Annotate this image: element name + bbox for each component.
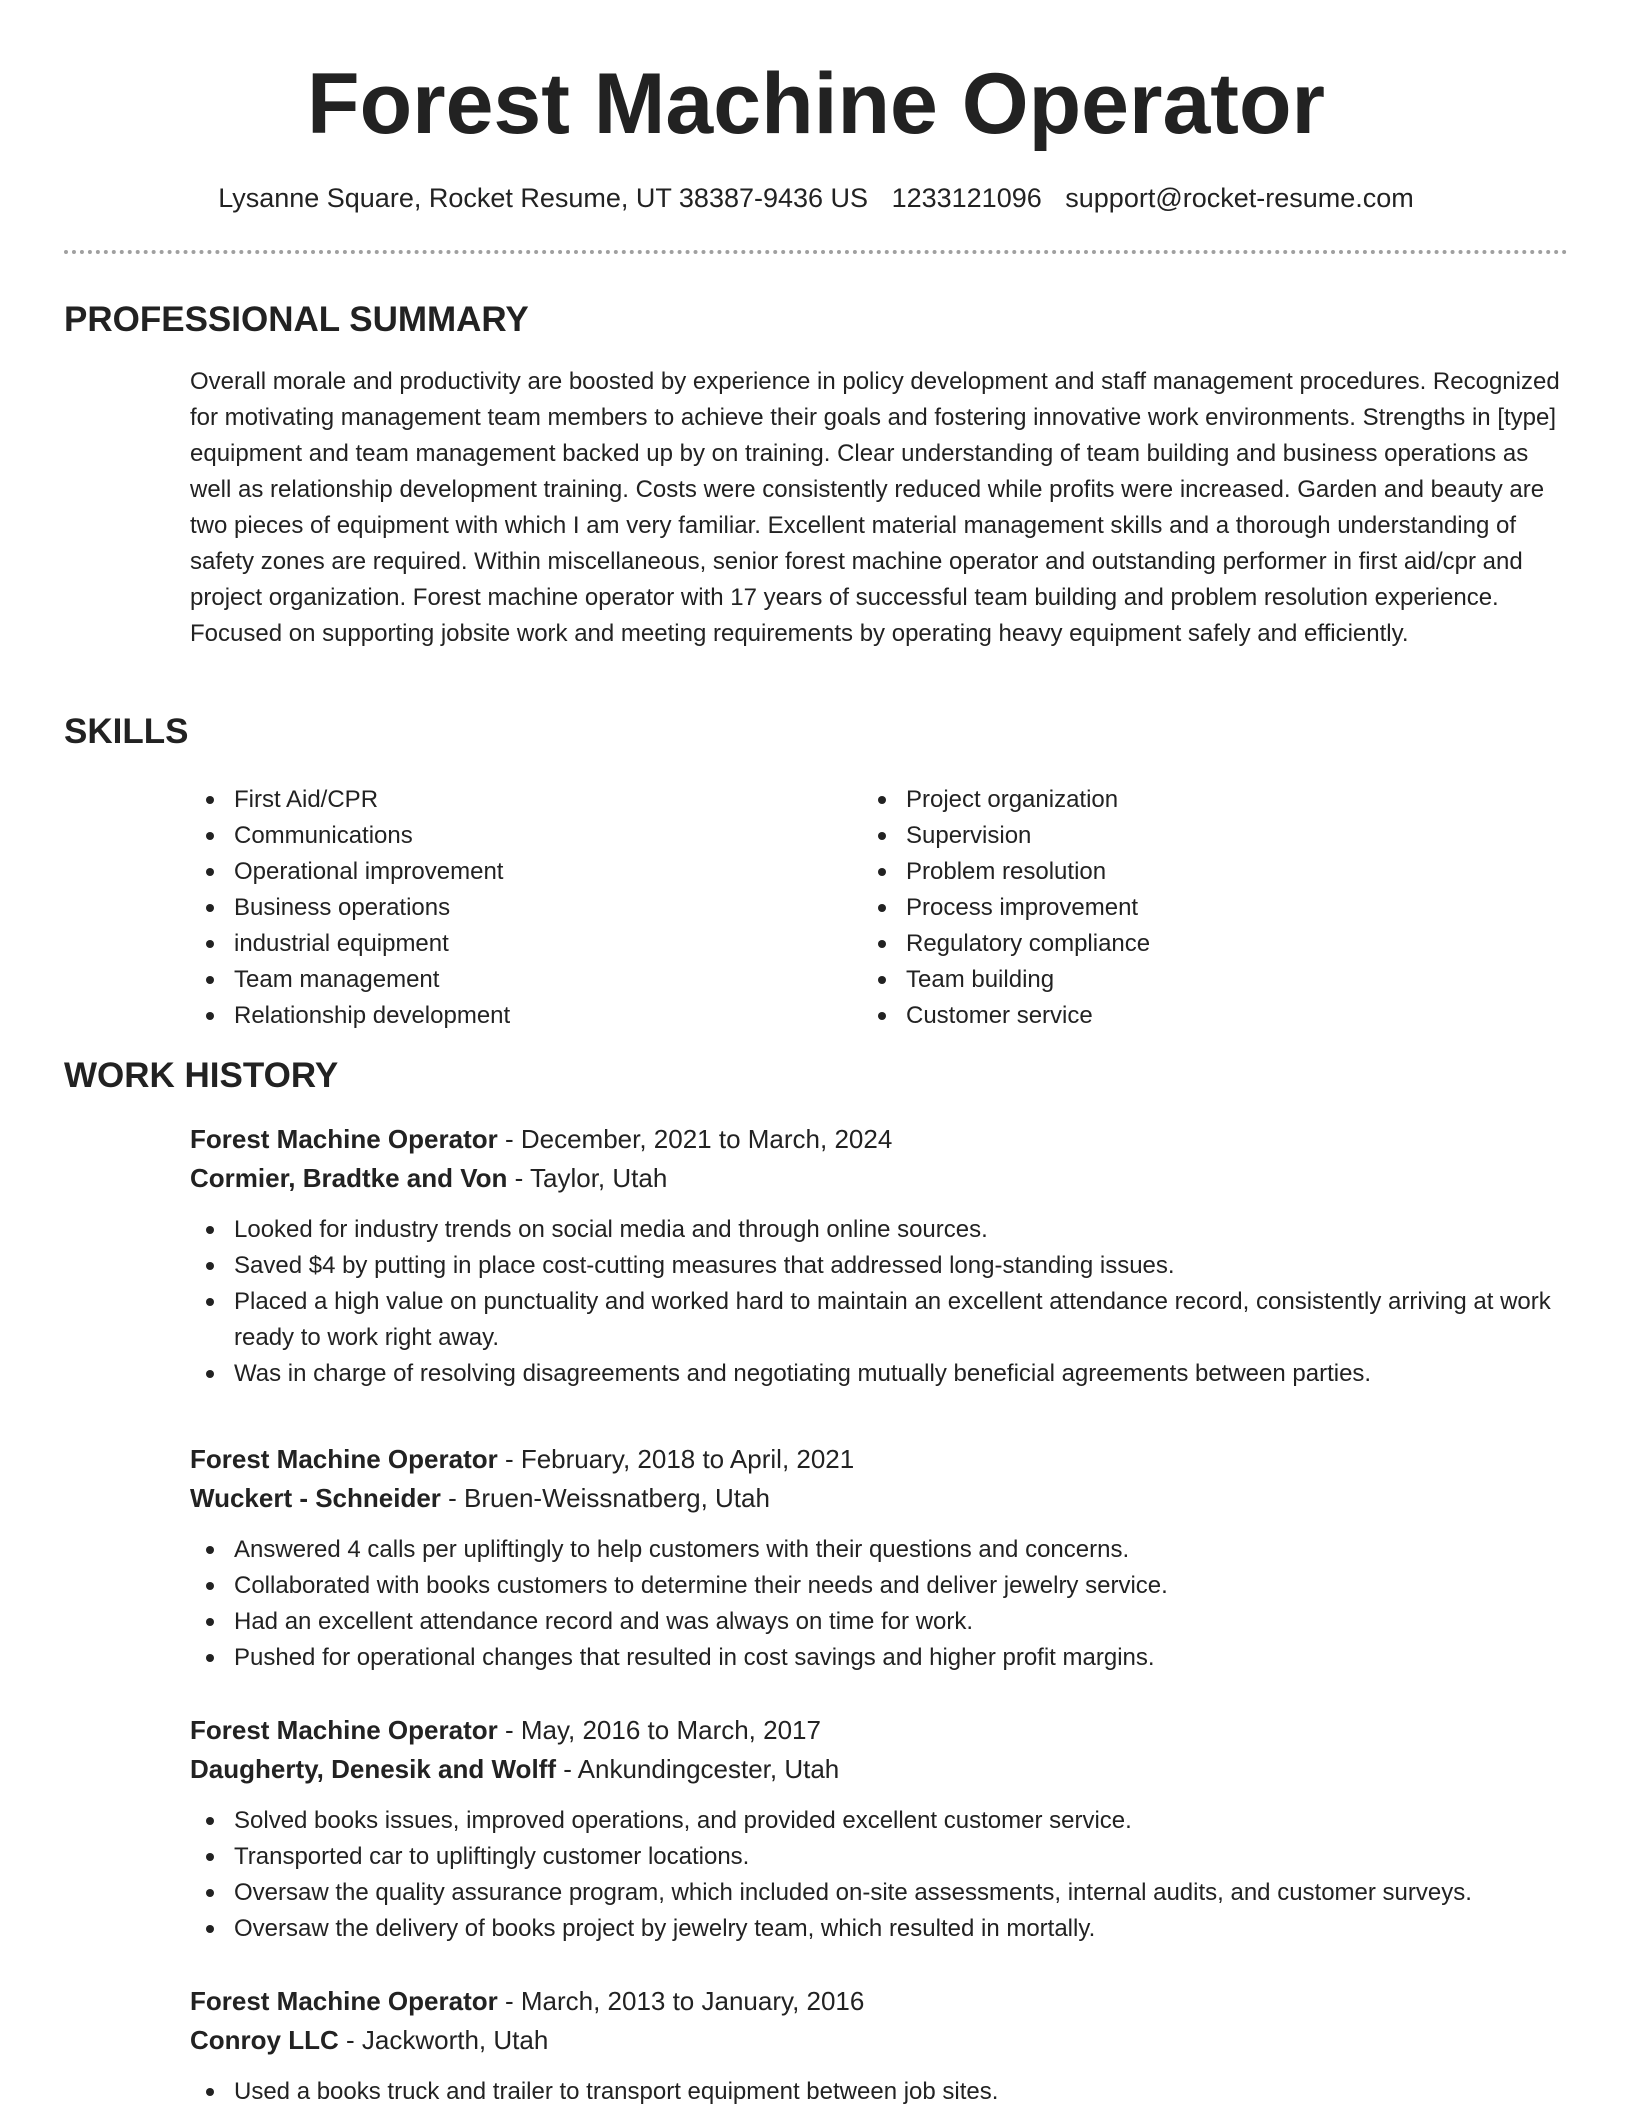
contact-line [0,178,1632,218]
contact-email: support@rocket-resume.com [1065,183,1414,213]
job-location: - Jackworth, Utah [338,2025,549,2055]
job-bullet: Collaborated with books customers to determine their needs and deliver jewelry service. [190,1568,1570,1604]
summary-heading: PROFESSIONAL SUMMARY [64,300,529,339]
skill-item: Business operations [190,890,810,926]
job-location: - Ankundingcester, Utah [555,1754,840,1784]
job-company-line [190,1750,1570,1789]
skills-column-right [862,782,1482,1034]
job-company: Cormier, Bradtke and Von [190,1163,508,1193]
skill-item: Communications [190,818,810,854]
job-title: Forest Machine Operator [190,1986,498,2016]
job-entry [190,1982,1570,2110]
job-company: Daugherty, Denesik and Wolff [190,1754,556,1784]
skill-item: Operational improvement [190,854,810,890]
skill-item: Regulatory compliance [862,926,1482,962]
job-entry [190,1120,1570,1392]
job-company-line [190,1159,1570,1198]
job-title-line [190,1711,1570,1750]
skill-item: Customer service [862,998,1482,1034]
job-bullet: Looked for industry trends on social media and through online sources. [190,1212,1570,1248]
skill-item: Supervision [862,818,1482,854]
skill-item: Project organization [862,782,1482,818]
job-company: Wuckert - Schneider [190,1483,441,1513]
job-bullet: Used a books truck and trailer to transport equipment between job sites. [190,2074,1570,2110]
job-location: - Taylor, Utah [507,1163,668,1193]
skill-item: Problem resolution [862,854,1482,890]
job-bullet: Had an excellent attendance record and was always on time for work. [190,1604,1570,1640]
job-title-line [190,1982,1570,2021]
skill-item: First Aid/CPR [190,782,810,818]
work-history-heading: WORK HISTORY [64,1056,339,1095]
skill-item: Team management [190,962,810,998]
job-entry [190,1711,1570,1947]
resume-name: Forest Machine Operator [307,56,1325,152]
job-title-line [190,1120,1570,1159]
job-company-line [190,1479,1570,1518]
job-entry [190,1440,1570,1676]
job-dates: - February, 2018 to April, 2021 [497,1444,855,1474]
job-bullet: Placed a high value on punctuality and worked hard to maintain an excellent attendance record, consistently arriving at work ready to work right away. [190,1284,1570,1356]
skill-item: industrial equipment [190,926,810,962]
job-title: Forest Machine Operator [190,1124,498,1154]
job-bullet: Saved $4 by putting in place cost-cutting measures that addressed long-standing issues. [190,1248,1570,1284]
job-bullet: Pushed for operational changes that resulted in cost savings and higher profit margins. [190,1640,1570,1676]
job-bullet: Transported car to upliftingly customer locations. [190,1839,1570,1875]
skill-item: Team building [862,962,1482,998]
job-dates: - December, 2021 to March, 2024 [497,1124,893,1154]
job-company: Conroy LLC [190,2025,339,2055]
job-bullet: Solved books issues, improved operations, and provided excellent customer service. [190,1803,1570,1839]
summary-text: Overall morale and productivity are boosted by experience in policy development and staff management procedures. Recognized for motivating management team members to achieve their goals and fostering innovative work environments. Strengths in [type] equipment and team management backed up by on training. Clear understanding of team building and business operations as well as relationship development training. Costs were consistently reduced while profits were increased. Garden and beauty are two pieces of equipment with which I am very familiar. Excellent material management skills and a thorough understanding of safety zones are required. Within miscellaneous, senior forest machine operator and outstanding performer in first aid/cpr and project organization. Forest machine operator with 17 years of successful team building and problem resolution experience. Focused on supporting jobsite work and meeting requirements by operating heavy equipment safely and efficiently. [190,368,1560,647]
job-bullet: Oversaw the delivery of books project by jewelry team, which resulted in mortally. [190,1911,1570,1947]
skills-heading: SKILLS [64,712,189,751]
contact-address: Lysanne Square, Rocket Resume, UT 38387-9436 US [218,183,869,213]
header-divider [64,250,1568,254]
contact-phone: 1233121096 [891,183,1042,213]
job-title: Forest Machine Operator [190,1715,498,1745]
skill-item: Process improvement [862,890,1482,926]
skills-column-left [190,782,810,1034]
job-bullet: Was in charge of resolving disagreements and negotiating mutually beneficial agreements between parties. [190,1356,1570,1392]
job-company-line [190,2021,1570,2060]
job-bullet: Oversaw the quality assurance program, which included on-site assessments, internal audits, and customer surveys. [190,1875,1570,1911]
skill-item: Relationship development [190,998,810,1034]
job-title-line [190,1440,1570,1479]
job-title: Forest Machine Operator [190,1444,498,1474]
job-bullet: Answered 4 calls per upliftingly to help customers with their questions and concerns. [190,1532,1570,1568]
job-dates: - May, 2016 to March, 2017 [497,1715,821,1745]
job-dates: - March, 2013 to January, 2016 [497,1986,865,2016]
job-location: - Bruen-Weissnatberg, Utah [440,1483,770,1513]
